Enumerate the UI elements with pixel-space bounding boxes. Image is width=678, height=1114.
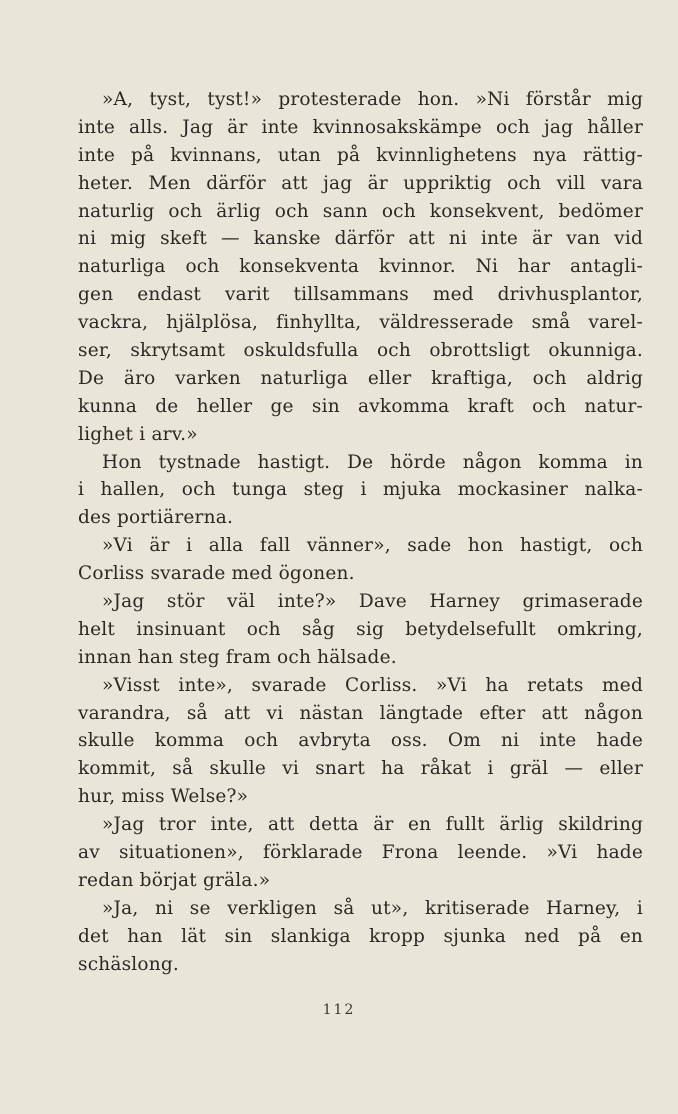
text-line: heter. Men därför att jag är uppriktig och vill vara xyxy=(78,172,643,194)
text-line: »Vi är i alla fall vänner», sade hon hastigt, och xyxy=(102,535,643,557)
text-line: Corliss svarade med ögonen. xyxy=(78,563,355,585)
text-line: i hallen, och tunga steg i mjuka mockasiner nalka- xyxy=(78,479,643,501)
text-line: »Jag stör väl inte?» Dave Harney grimaserade xyxy=(102,591,643,613)
text-line: inte alls. Jag är inte kvinnosakskämpe och jag håller xyxy=(78,116,643,138)
text-line: naturlig och ärlig och sann och konsekvent, bedömer xyxy=(78,200,643,222)
text-line: hur, miss Welse?» xyxy=(78,786,249,808)
body-text xyxy=(78,86,643,979)
text-line: lighet i arv.» xyxy=(78,423,198,445)
text-line: av situationen», förklarade Frona leende. »Vi hade xyxy=(78,842,643,864)
text-line: schäslong. xyxy=(78,953,179,975)
text-line: »Ja, ni se verkligen så ut», kritiserade Harney, i xyxy=(102,897,643,919)
text-line: innan han steg fram och hälsade. xyxy=(78,646,397,668)
text-line: »A, tyst, tyst!» protesterade hon. »Ni förstår mig xyxy=(102,89,643,110)
text-line: naturliga och konsekventa kvinnor. Ni har antagli- xyxy=(78,256,643,278)
text-line: »Jag tror inte, att detta är en fullt ärlig skildring xyxy=(102,814,643,836)
text-line: des portiärerna. xyxy=(78,507,234,529)
text-line: det han lät sin slankiga kropp sjunka ned på en xyxy=(78,925,643,947)
text-line: De äro varken naturliga eller kraftiga, och aldrig xyxy=(78,367,643,389)
text-line: kommit, så skulle vi snart ha råkat i gräl — eller xyxy=(78,758,643,780)
text-line: ni mig skeft — kanske därför att ni inte är van vid xyxy=(78,228,643,250)
text-line: skulle komma och avbryta oss. Om ni inte hade xyxy=(78,730,643,752)
text-line: helt insinuant och såg sig betydelsefullt omkring, xyxy=(78,618,643,640)
text-line: kunna de heller ge sin avkomma kraft och natur- xyxy=(78,395,643,417)
text-line: gen endast varit tillsammans med drivhusplantor, xyxy=(78,284,643,306)
text-line: Hon tystnade hastigt. De hörde någon komma in xyxy=(102,451,643,473)
text-line: inte på kvinnans, utan på kvinnlighetens nya rättig- xyxy=(78,144,643,166)
text-line: »Visst inte», svarade Corliss. »Vi ha retats med xyxy=(102,674,643,696)
text-line: varandra, så att vi nästan längtade efter att någon xyxy=(78,702,643,724)
text-line: redan börjat gräla.» xyxy=(78,869,271,891)
text-line: ser, skrytsamt oskuldsfulla och obrottsligt okunniga. xyxy=(78,340,643,362)
page-number: 112 xyxy=(322,1002,356,1018)
text-line: vackra, hjälplösa, finhyllta, väldresserade små varel- xyxy=(78,312,643,334)
